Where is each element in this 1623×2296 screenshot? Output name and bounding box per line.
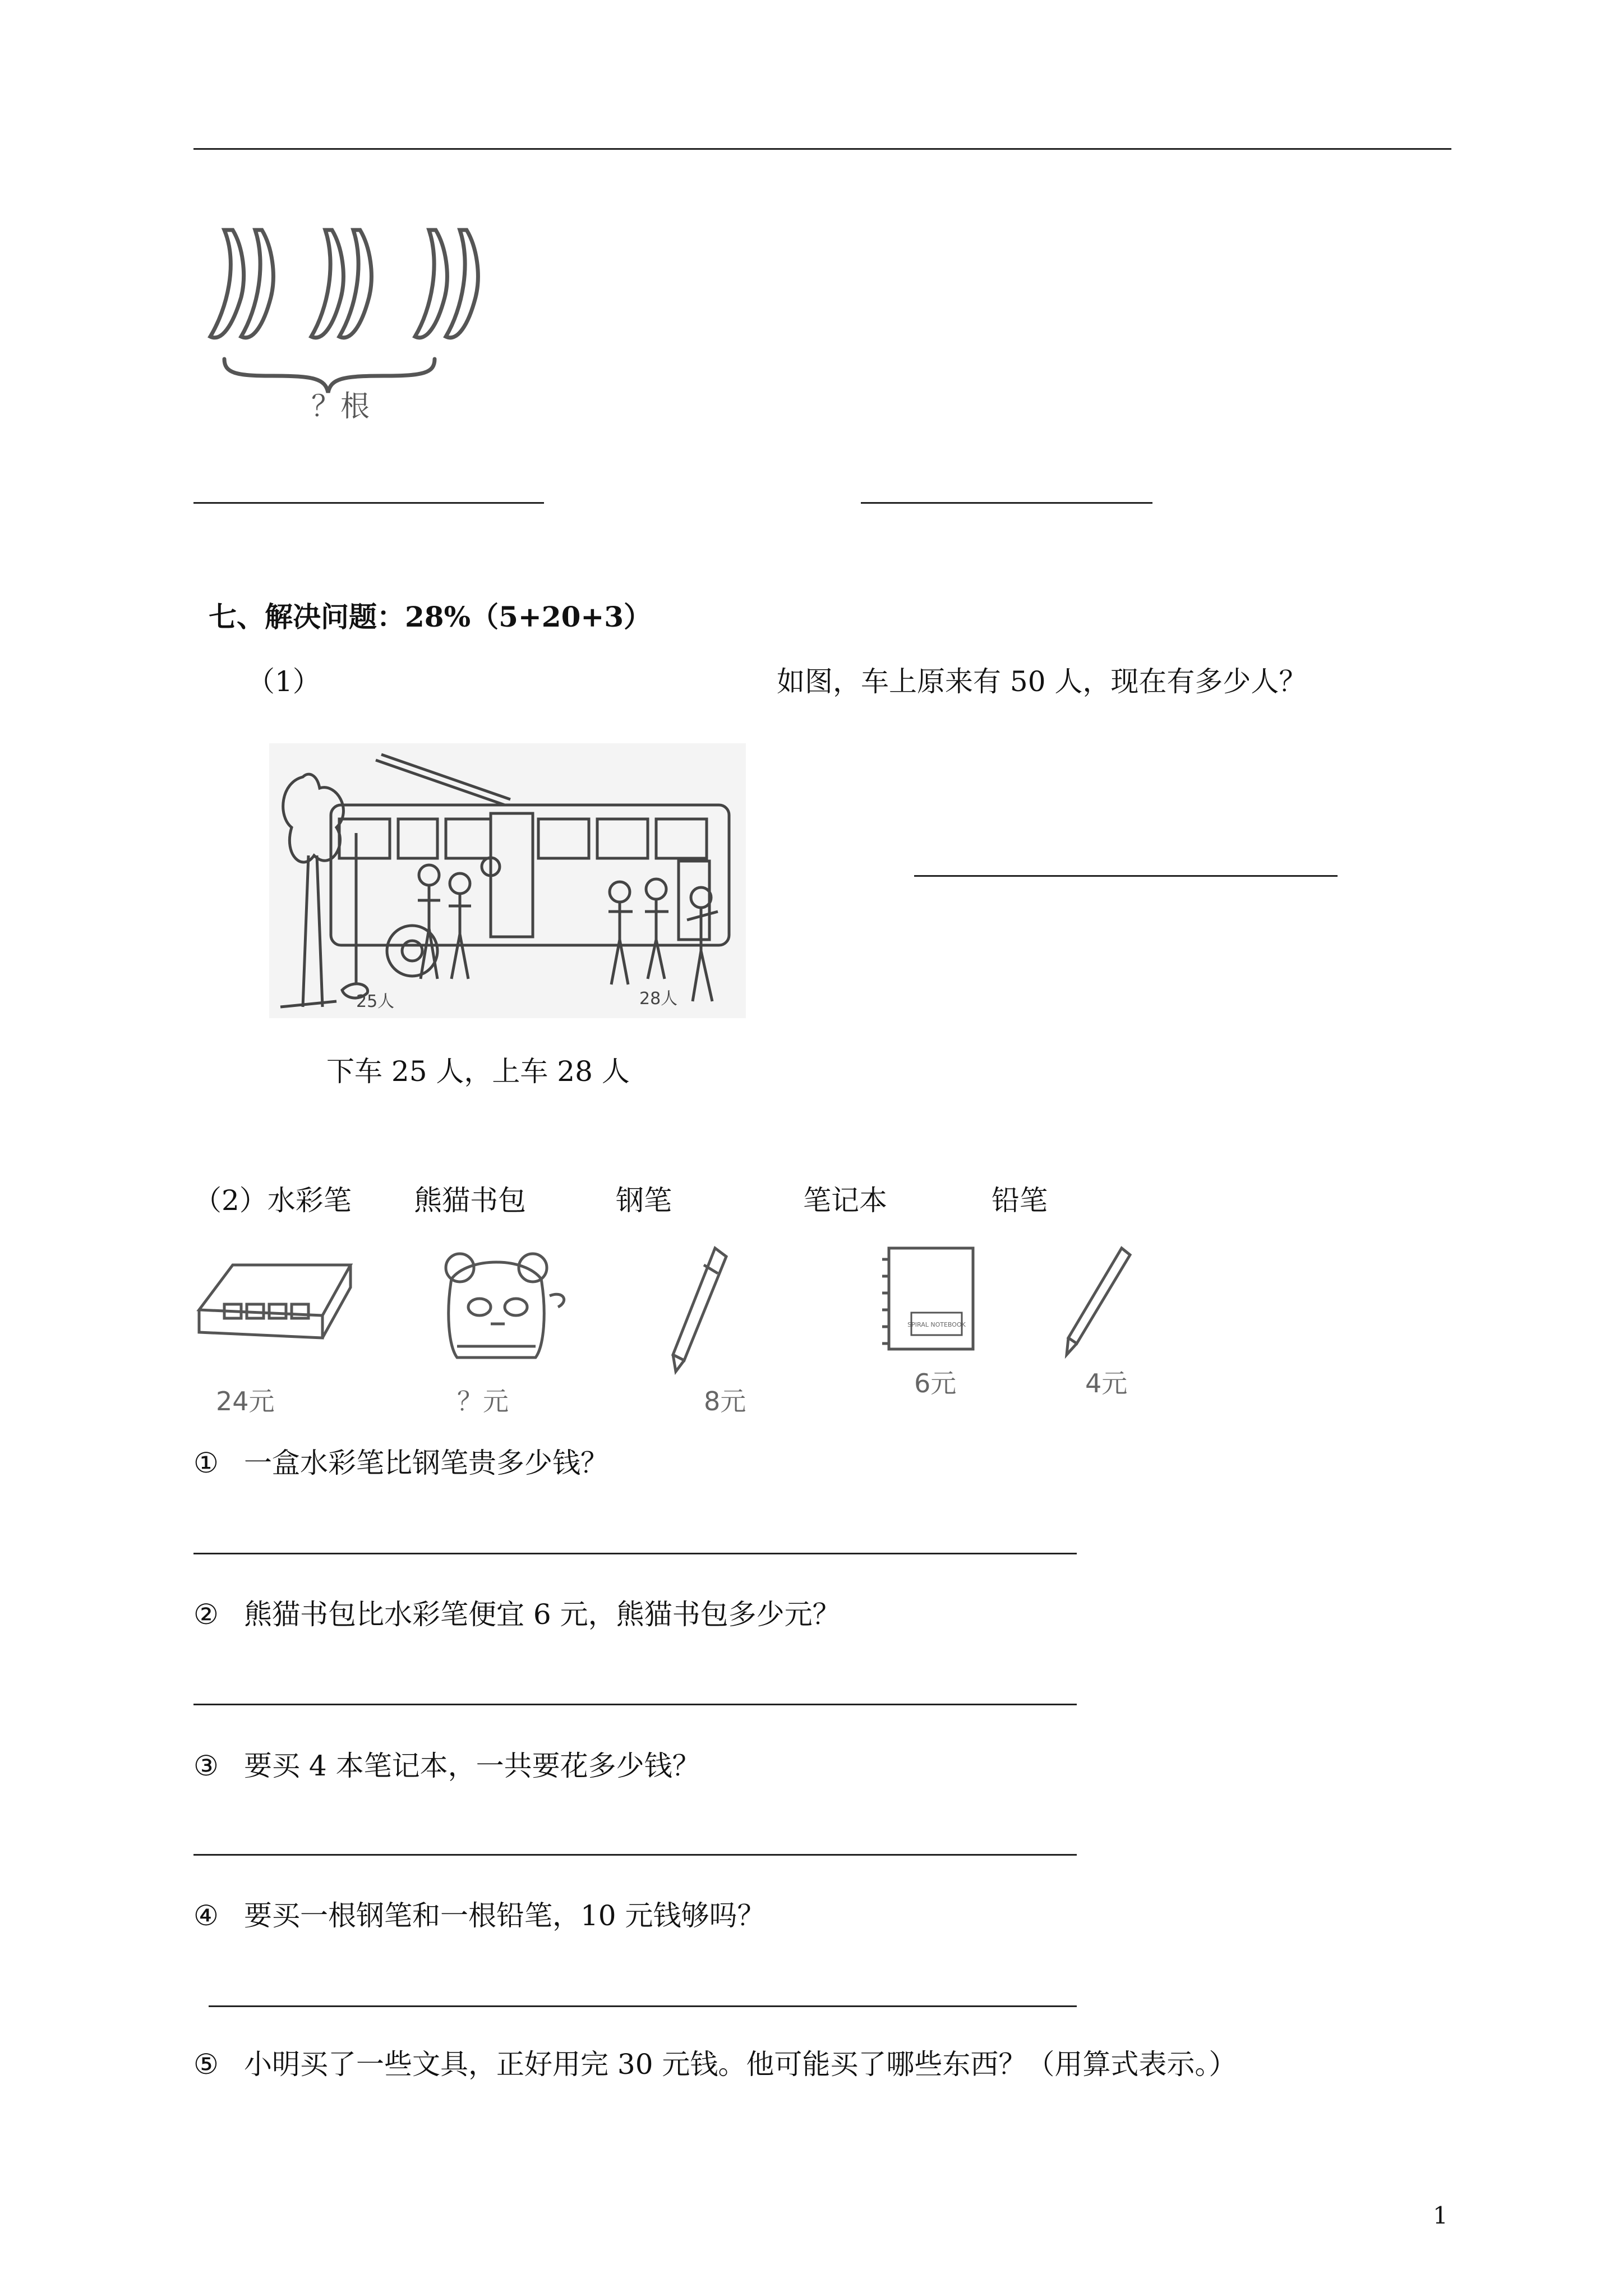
subq-3-text: 要买 4 本笔记本，一共要花多少钱？ [244,1750,700,1782]
price-pen: 8元 [704,1386,746,1416]
price-pencil: 4元 [1085,1368,1128,1398]
subq-1-answer-line[interactable] [193,1553,1077,1554]
header-rule [193,148,1451,150]
q2-item-panda-bag: 熊猫书包 [414,1184,526,1217]
subq-4-text: 要买一根钢笔和一根铅笔，10 元钱够吗？ [244,1899,766,1932]
subq-3-mark: ③ [193,1750,219,1782]
section-heading: 七、解决问题：28%（5+20+3） [209,600,652,633]
pen-figure [665,1243,732,1377]
q2-number-and-item-1: （2）水彩笔 [193,1184,352,1217]
answer-line-1[interactable] [193,502,544,504]
notebook-cover-text: SPIRAL NOTEBOOK [907,1321,966,1328]
notebook-figure [878,1243,981,1355]
q2-item-pen: 钢笔 [616,1184,672,1217]
q2-item-notebook: 笔记本 [803,1184,887,1217]
q1-number: （1） [247,665,321,698]
bus-label-left: 25人 [356,992,395,1011]
page-number: 1 [1433,2202,1448,2229]
price-notebook: 6元 [914,1368,957,1398]
q1-answer-line[interactable] [914,875,1338,877]
subq-2-answer-line[interactable] [193,1704,1077,1705]
bus-figure [269,743,746,1018]
price-panda-bag: ？元 [457,1386,509,1416]
q1-question: 如图，车上原来有 50 人，现在有多少人？ [777,665,1307,698]
subq-3-answer-line[interactable] [193,1854,1077,1856]
q1-caption: 下车 25 人，上车 28 人 [326,1055,630,1088]
subq-1-text: 一盒水彩笔比钢笔贵多少钱？ [244,1447,608,1479]
panda-bag-figure [435,1245,586,1366]
subq-4-mark: ④ [193,1899,219,1932]
q2-item-pencil: 铅笔 [992,1184,1048,1217]
pencil-figure [1054,1243,1136,1360]
subq-1-mark: ① [193,1447,219,1479]
bananas-label: ？根 [311,390,370,424]
subq-5-text: 小明买了一些文具，正好用完 30 元钱。他可能买了哪些东西？（用算式表示。） [244,2048,1237,2081]
subq-2-mark: ② [193,1598,219,1631]
answer-line-2[interactable] [861,502,1152,504]
watercolor-pens-figure [193,1248,356,1360]
subq-4-answer-line[interactable] [209,2005,1077,2007]
bus-label-right: 28人 [639,989,678,1009]
price-watercolor-pens: 24元 [216,1386,275,1416]
subq-2-text: 熊猫书包比水彩笔便宜 6 元，熊猫书包多少元？ [244,1598,841,1631]
subq-5-mark: ⑤ [193,2048,219,2081]
